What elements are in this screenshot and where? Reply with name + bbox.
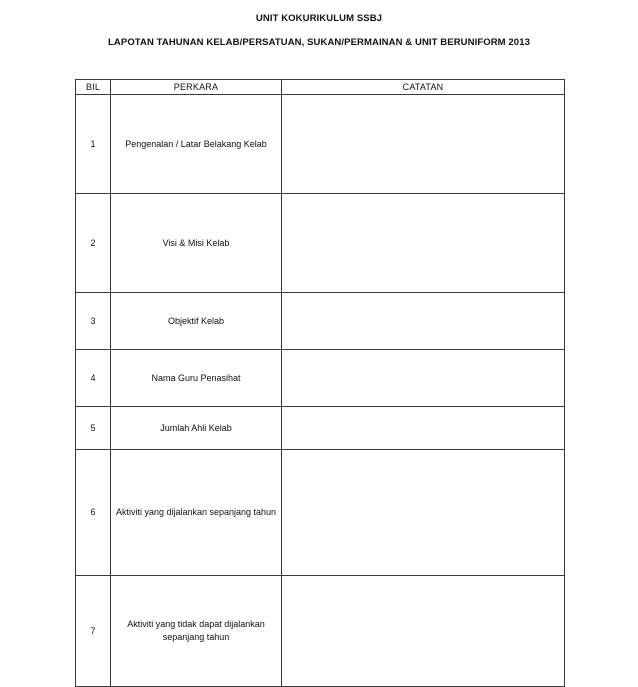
cell-perkara: Pengenalan / Latar Belakang Kelab (111, 95, 282, 194)
cell-perkara: Aktiviti yang tidak dapat dijalankan sepanjang tahun (111, 576, 282, 687)
table-row (76, 407, 565, 450)
table-row (76, 450, 565, 576)
document-subtitle: LAPOTAN TAHUNAN KELAB/PERSATUAN, SUKAN/PERMAINAN & UNIT BERUNIFORM 2013 (108, 37, 530, 48)
cell-catatan (282, 576, 565, 687)
table-row (76, 95, 565, 194)
document-title: UNIT KOKURIKULUM SSBJ (255, 13, 383, 24)
cell-catatan (282, 350, 565, 407)
cell-catatan (282, 293, 565, 350)
table-row (76, 293, 565, 350)
cell-perkara: Visi & Misi Kelab (111, 194, 282, 293)
cell-bil: 2 (76, 194, 111, 293)
cell-perkara: Jumlah Ahli Kelab (111, 407, 282, 450)
cell-bil: 5 (76, 407, 111, 450)
cell-catatan (282, 450, 565, 576)
table-header-row (76, 80, 565, 95)
cell-bil: 6 (76, 450, 111, 576)
table-row (76, 576, 565, 687)
cell-bil: 7 (76, 576, 111, 687)
header-bil: BIL (76, 80, 111, 95)
cell-catatan (282, 407, 565, 450)
cell-catatan (282, 194, 565, 293)
report-table (75, 79, 565, 687)
cell-catatan (282, 95, 565, 194)
cell-bil: 1 (76, 95, 111, 194)
cell-bil: 4 (76, 350, 111, 407)
header-perkara: PERKARA (111, 80, 282, 95)
table-row (76, 194, 565, 293)
cell-perkara: Nama Guru Penasihat (111, 350, 282, 407)
cell-perkara: Aktiviti yang dijalankan sepanjang tahun (111, 450, 282, 576)
cell-perkara: Objektif Kelab (111, 293, 282, 350)
table-row (76, 350, 565, 407)
header-catatan: CATATAN (282, 80, 565, 95)
cell-bil: 3 (76, 293, 111, 350)
